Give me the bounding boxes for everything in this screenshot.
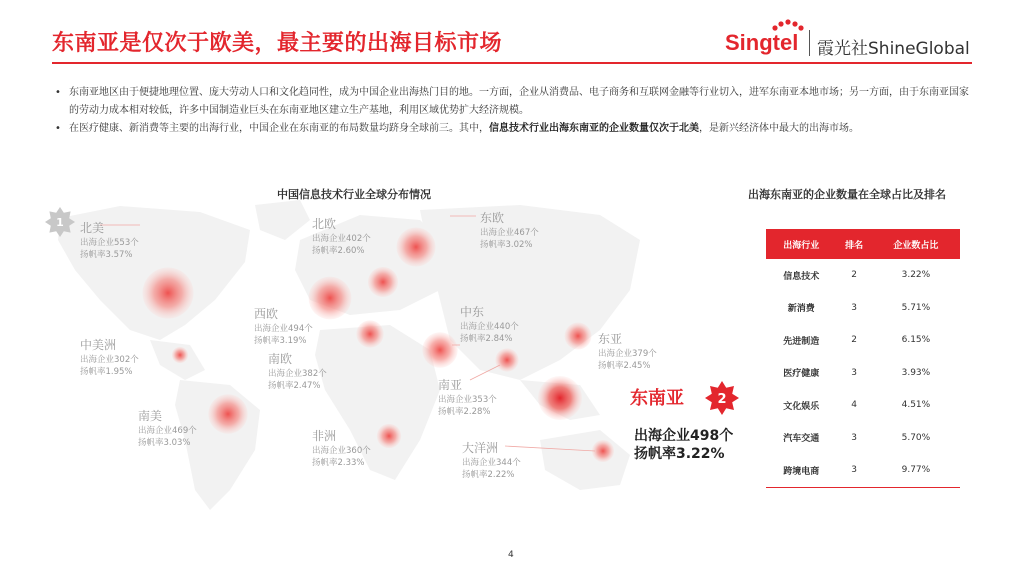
region-name: 中东 <box>460 305 485 319</box>
region-rate: 扬帆率3.02% <box>480 240 533 250</box>
industry-cell: 信息技术 <box>783 271 820 282</box>
region-name: 南美 <box>138 409 163 423</box>
table-row <box>766 357 960 390</box>
region-name: 大洋洲 <box>462 441 499 455</box>
industry-cell: 先进制造 <box>783 336 820 347</box>
rank-cell: 3 <box>851 367 858 378</box>
region-bubble <box>309 277 352 320</box>
region-bubble <box>368 267 398 297</box>
region-count: 出海企业553个 <box>80 238 139 248</box>
region-bubble <box>356 320 383 347</box>
industry-cell: 文化娱乐 <box>783 401 820 412</box>
region-rate: 扬帆率3.22% <box>634 446 725 462</box>
region-rate: 扬帆率1.95% <box>80 367 133 377</box>
rank-cell: 4 <box>851 400 858 411</box>
industry-cell: 跨境电商 <box>766 454 837 487</box>
region-bubble <box>396 227 435 266</box>
column-header: 企业数占比 <box>872 229 960 259</box>
africa-shape <box>315 325 440 480</box>
table-row <box>766 389 960 422</box>
region-name: 东亚 <box>598 332 623 346</box>
industry-cell: 汽车交通 <box>783 434 820 445</box>
logo-brand-text: Singtel <box>725 30 799 55</box>
rank-badge-number: 1 <box>56 216 64 229</box>
region-name: 南欧 <box>268 352 293 366</box>
region-count: 出海企业360个 <box>312 446 371 456</box>
region-name: 西欧 <box>254 307 279 321</box>
region-name: 东欧 <box>480 211 505 225</box>
region-count: 出海企业402个 <box>312 234 371 244</box>
region-bubble <box>172 347 188 363</box>
region-name: 东南亚 <box>630 388 684 409</box>
table-row <box>766 324 960 357</box>
region-name: 南亚 <box>438 378 463 392</box>
logo-partner-text: 霞光社ShineGlobal <box>817 39 970 59</box>
region-count: 出海企业469个 <box>138 426 197 436</box>
region-rate: 扬帆率2.84% <box>460 334 513 344</box>
region-bubble <box>377 424 401 448</box>
region-name: 中美洲 <box>80 338 117 352</box>
region-rate: 扬帆率3.03% <box>138 438 191 448</box>
region-bubble <box>538 376 582 420</box>
share-cell: 4.51% <box>901 400 931 411</box>
table-title: 出海东南亚的企业数量在全球占比及排名 <box>748 188 946 201</box>
table-row <box>766 422 960 455</box>
region-name: 北美 <box>80 221 105 235</box>
bullet-item: • 东南亚地区由于便捷地理位置、庞大劳动人口和文化趋同性，成为中国企业出海热门目的地。一方面，企业从消费品、电子商务和互联网金融等行业切入，进军东南亚本地市场；另一方面，由于东南亚国家的劳动力成本相对较低，许多中国制造业巨头在东南亚地区建立生产基地，利用区域优势扩大经济规模。 <box>55 87 969 116</box>
region-rate: 扬帆率2.28% <box>438 407 491 417</box>
table-header-row <box>766 229 960 259</box>
region-rate: 扬帆率2.22% <box>462 470 515 480</box>
region-count: 出海企业353个 <box>438 395 497 405</box>
rank-cell: 3 <box>851 302 858 313</box>
region-count: 出海企业302个 <box>80 355 139 365</box>
region-rate: 扬帆率2.47% <box>268 381 321 391</box>
share-cell: 3.22% <box>901 270 931 281</box>
ranking-table <box>766 229 960 488</box>
region-count: 出海企业379个 <box>598 349 657 359</box>
region-bubble <box>592 440 614 462</box>
table-row <box>766 454 960 487</box>
region-bubble <box>208 394 247 433</box>
region-bubble <box>495 348 518 371</box>
rank-cell: 2 <box>851 335 858 346</box>
map-title: 中国信息技术行业全球分布情况 <box>277 188 431 201</box>
region-count: 出海企业498个 <box>634 428 734 444</box>
share-cell: 3.93% <box>901 367 931 378</box>
region-bubble <box>565 323 592 350</box>
industry-cell: 新消费 <box>787 304 815 315</box>
share-cell: 5.70% <box>901 432 931 443</box>
region-rate: 扬帆率2.60% <box>312 246 365 256</box>
rank-cell: 3 <box>837 454 872 487</box>
region-count: 出海企业440个 <box>460 322 519 332</box>
table-row <box>766 292 960 325</box>
bullet-highlight: 信息技术行业出海东南亚的企业数量仅次于北美 <box>489 123 699 134</box>
region-count: 出海企业494个 <box>254 324 313 334</box>
region-rate: 扬帆率3.57% <box>80 250 133 260</box>
rank-badge-number: 2 <box>717 392 727 407</box>
column-header: 出海行业 <box>766 229 837 259</box>
bullet-item: • 在医疗健康、新消费等主要的出海行业，中国企业在东南亚的布局数量均跻身全球前三。其中，信息技术行业出海东南亚的企业数量仅次于北美，是新兴经济体中最大的出海市场。 <box>55 123 859 134</box>
bullet-text: 东南亚地区由于便捷地理位置、庞大劳动人口和文化趋同性，成为中国企业出海热门目的地。一方面，企业从消费品、电子商务和互联网金融等行业切入，进军东南亚本地市场；另一方面，由于东南亚国家的劳动力成本相对较低，许多中国制造业巨头在东南亚地区建立生产基地，利用区域优势扩大经济规模。 <box>69 87 969 116</box>
share-cell: 5.71% <box>901 302 931 313</box>
industry-cell: 医疗健康 <box>783 369 820 380</box>
region-bubble <box>422 332 457 367</box>
region-rate: 扬帆率2.45% <box>598 361 651 371</box>
region-count: 出海企业382个 <box>268 369 327 379</box>
page-number: 4 <box>508 550 514 560</box>
region-rate: 扬帆率3.19% <box>254 336 307 346</box>
region-count: 出海企业344个 <box>462 458 521 468</box>
region-name: 非洲 <box>312 429 337 443</box>
region-bubble <box>142 267 193 318</box>
table-row <box>766 259 960 292</box>
region-name: 北欧 <box>312 217 337 231</box>
region-count: 出海企业467个 <box>480 228 539 238</box>
column-header: 排名 <box>837 229 872 259</box>
bullet-text-tail: ，是新兴经济体中最大的出海市场。 <box>699 123 859 134</box>
rank-cell: 2 <box>851 270 858 281</box>
share-cell: 6.15% <box>901 335 931 346</box>
greenland-shape <box>255 200 310 240</box>
share-cell: 9.77% <box>872 454 960 487</box>
region-rate: 扬帆率2.33% <box>312 458 365 468</box>
bullet-text: 在医疗健康、新消费等主要的出海行业，中国企业在东南亚的布局数量均跻身全球前三。其中， <box>69 123 489 134</box>
rank-cell: 3 <box>851 432 858 443</box>
oceania-shape <box>540 430 630 490</box>
page-title: 东南亚是仅次于欧美，最主要的出海目标市场 <box>52 31 503 56</box>
